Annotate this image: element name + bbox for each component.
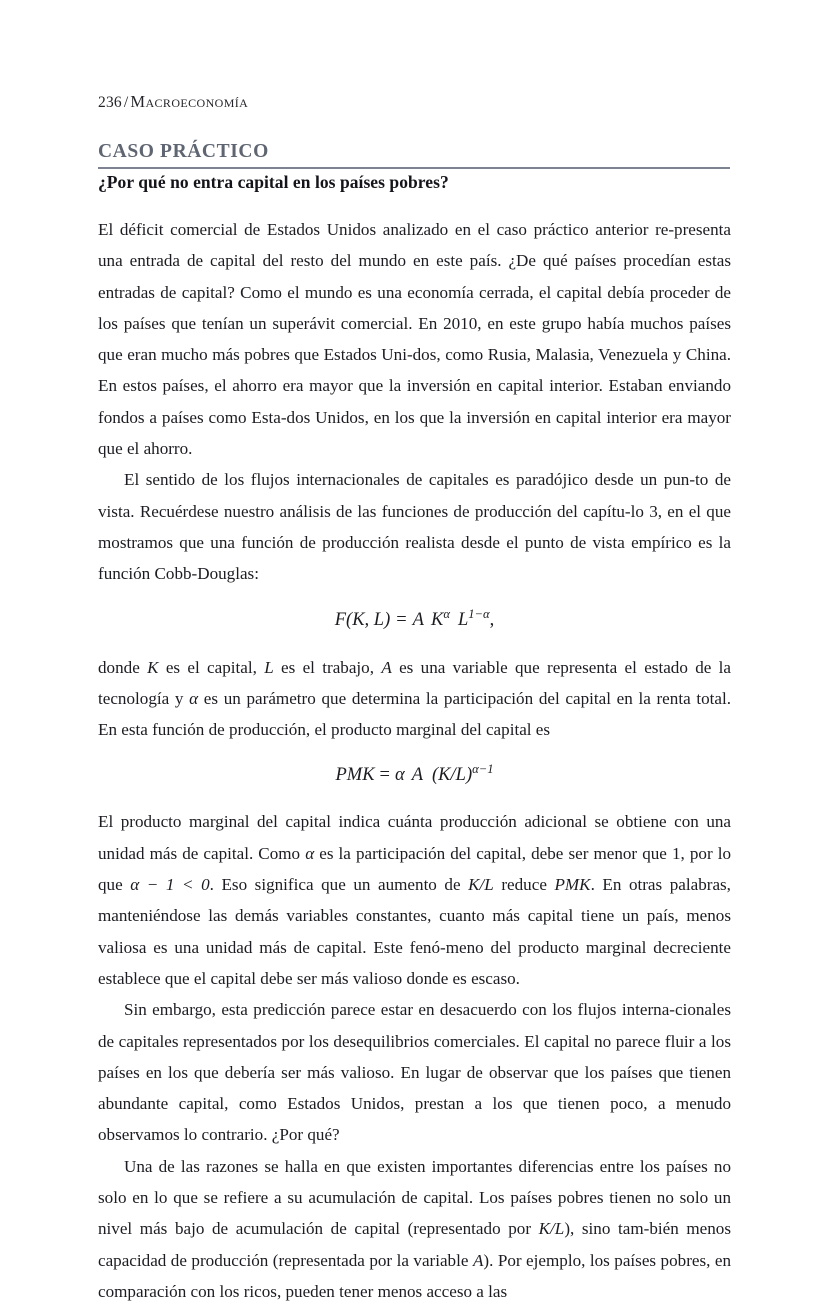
case-study-label: CASO PRÁCTICO — [98, 141, 269, 162]
equation2-equals: = — [379, 765, 390, 786]
equation1-capital-k: K — [430, 609, 444, 630]
p3-text-d: es una variable que representa el estado de la tecnología y — [98, 657, 731, 708]
p6-var-a: A — [472, 1250, 484, 1270]
equation2-alpha: α — [394, 765, 405, 786]
paragraph-2: El sentido de los flujos internacionales de capitales es paradójico desde un pun-to de vista. Recuérdese nuestro análisis de las funciones de producción del capítu-lo 3, en el que mostramos que una función de producción realista desde el punto de vista empírico es la función Cobb-Douglas: — [98, 470, 731, 584]
equation1-coefficient-a: A — [412, 609, 424, 630]
equation1-trailing-comma: , — [489, 609, 495, 630]
heading-divider — [98, 167, 730, 169]
p4-inequality: α − 1 < 0 — [130, 875, 210, 895]
p3-text-b: es el capital, — [158, 657, 265, 677]
p3-text-e: es un parámetro que determina la participación del capital en la renta total. En esta función de producción, el producto marginal del capital es — [98, 688, 731, 740]
p6-text-b: ), sino tam-bién menos capacidad de producción (representada por la variable — [98, 1219, 732, 1270]
p3-var-alpha: α — [189, 688, 199, 708]
equation2-coefficient-a: A — [411, 765, 424, 786]
equation1-lhs: F(K, L) — [334, 609, 391, 630]
equation1-labor-l: L — [457, 609, 469, 630]
p3-text-c: es el trabajo, — [273, 657, 382, 677]
page-number: 236 — [98, 94, 122, 111]
paragraph-5: Sin embargo, esta predicción parece estar en desacuerdo con los flujos interna-cionales de capitales representados por los desequilibrios comerciales. El capital no parece fluir a los países en los que debería ser más valioso. En lugar de observar que los países que tienen abundante capital, como Estados Unidos, prestan a los que tienen poco, a menudo observamos lo contrario. ¿Por qué? — [98, 1000, 731, 1145]
p4-text-b: es la participación del capital, debe ser menor que 1, por lo que — [98, 843, 732, 895]
equation-cobb-douglas — [98, 590, 731, 652]
equation2-lhs: PMK — [335, 765, 375, 786]
case-study-question: ¿Por qué no entra capital en los países pobres? — [98, 172, 449, 192]
running-head — [98, 92, 738, 112]
p3-text-a: donde — [98, 657, 148, 677]
equation2-exponent: α−1 — [472, 762, 494, 777]
paragraph-6 — [98, 1151, 731, 1307]
equation2-capital-labor-ratio: (K/L) — [432, 765, 473, 786]
p6-text-a: Una de las razones se halla en que existen importantes diferencias entre los países no solo en lo que se refiere a su acumulación de capital. Los países pobres tienen no solo un nivel más bajo de acumulación de capital (representado por — [98, 1156, 731, 1239]
paragraph-1: El déficit comercial de Estados Unidos analizado en el caso práctico anterior re-presenta una entrada de capital del resto del mundo en este país. ¿De qué países procedían estas entradas de capital? Como el mundo es una economía cerrada, el capital debía proceder de los países que tenían un superávit comercial. En 2010, en este grupo había muchos países que eran mucho más pobres que Estados Uni-dos, como Rusia, Malasia, Venezuela y China. En estos países, el ahorro era mayor que la inversión en capital interior. Estaban enviando fondos a países como Esta-dos Unidos, en los que la inversión en capital interior era mayor que el ahorro. — [98, 220, 731, 459]
paragraph-4 — [98, 806, 731, 994]
equation-pmk — [98, 745, 731, 806]
p4-var-pmk: PMK — [554, 875, 591, 895]
p3-var-l: L — [264, 657, 274, 677]
equation1-l-exponent: 1−α — [468, 606, 490, 621]
equation1-equals: = — [396, 609, 407, 630]
body-column — [98, 214, 731, 1307]
p4-text-e: . En otras palabras, manteniéndose las demás variables constantes, cuanto más capital tiene un país, menos valiosa es una unidad más de capital. Este fenó-meno del producto marginal decreciente establece que el capital debe ser más valioso donde es escaso. — [98, 875, 731, 988]
book-title: Macroeconomía — [130, 92, 249, 111]
p3-var-k: K — [147, 657, 159, 677]
p4-text-a: El producto marginal del capital indica cuánta producción adicional se obtiene con una unidad más de capital. Como — [98, 812, 731, 863]
p4-text-d: reduce — [493, 875, 555, 895]
p3-var-a: A — [381, 657, 392, 677]
p6-var-kl: K/L — [538, 1219, 565, 1239]
p4-text-c: . Eso significa que un aumento de — [209, 875, 469, 895]
p6-text-c: ). Por ejemplo, los países pobres, en comparación con los ricos, pueden tener menos acceso a las — [98, 1250, 732, 1301]
running-head-separator: / — [123, 94, 129, 111]
equation1-k-exponent: α — [443, 606, 450, 621]
p4-var-kl: K/L — [468, 875, 494, 895]
paragraph-3 — [98, 652, 731, 746]
p4-var-alpha-1: α — [305, 843, 315, 863]
